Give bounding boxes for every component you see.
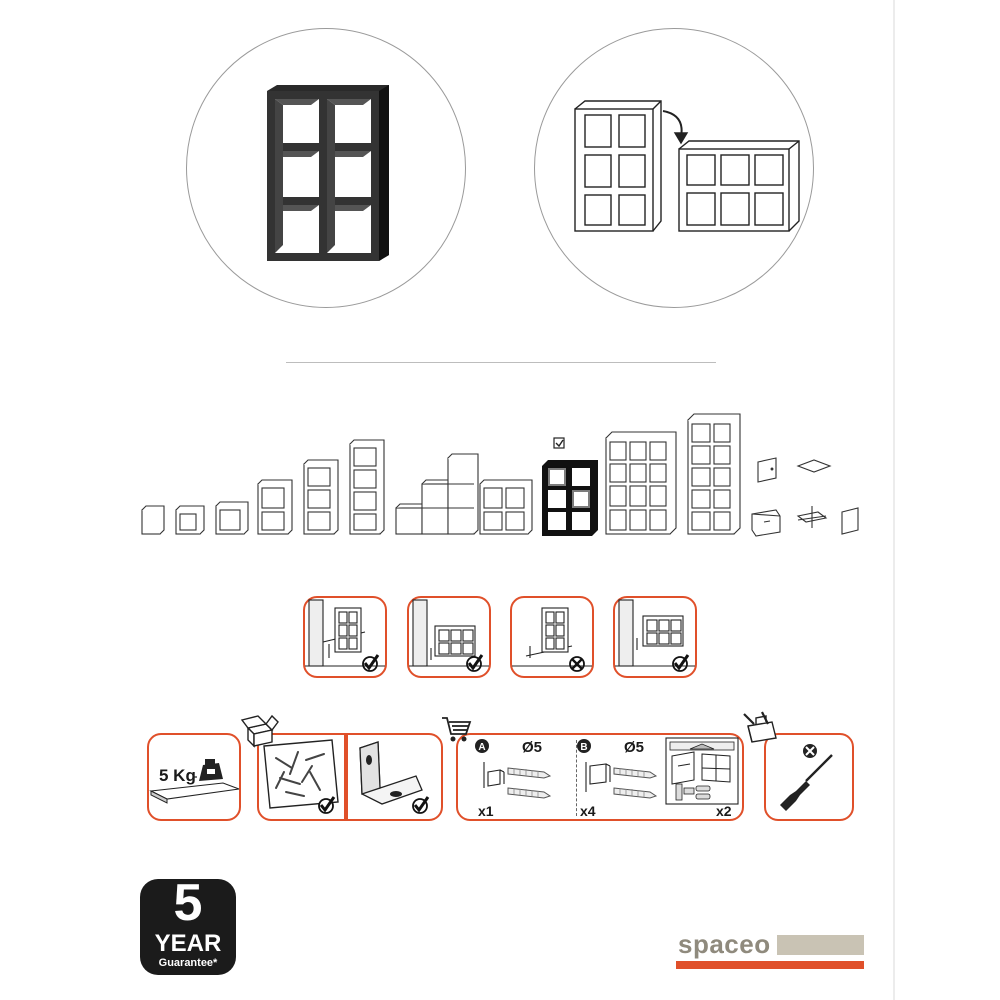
rotate-shelf-icon: [535, 29, 815, 309]
wall-fix-option-2: [407, 596, 491, 678]
guarantee-label: Guarantee*: [158, 957, 218, 969]
fixing-a-illustration: [464, 736, 572, 820]
tools-panel: [764, 733, 854, 821]
brand-accent-bar: [676, 961, 864, 969]
fixing-kit-qty: x2: [716, 803, 732, 819]
guarantee-word: YEAR: [154, 930, 222, 957]
range-3-stack: [304, 460, 338, 534]
black-shelf-illustration: [187, 29, 467, 309]
wall-fix-icon: [305, 598, 385, 676]
max-load-label: 5 Kg: [159, 766, 196, 785]
range-2x2: [480, 480, 532, 534]
range-shelf-panel: [798, 460, 830, 472]
contents-panel-divider: [344, 733, 348, 821]
brand-logo: [676, 929, 864, 973]
guarantee-badge: [140, 874, 236, 975]
fixing-b-group: [580, 736, 664, 820]
range-door-panel: [758, 458, 776, 482]
angle-bracket-icon: [352, 738, 438, 818]
wall-fix-option-1: [303, 596, 387, 678]
range-back-panel: [842, 508, 858, 534]
wall-fix-icon: [615, 598, 695, 676]
product-photo-circle: [186, 28, 466, 308]
range-divider-insert: [798, 506, 826, 528]
hardware-bag-icon: [262, 738, 342, 818]
range-stair: [396, 454, 478, 534]
fixing-b-badge: B: [580, 742, 588, 753]
guarantee-years: 5: [173, 874, 203, 932]
range-illustrations: [130, 400, 870, 550]
fixing-a-badge: A: [478, 742, 486, 753]
angle-bracket-item: [352, 738, 438, 818]
hardware-bag-item: [262, 738, 342, 818]
screwdriver-icon: [780, 755, 832, 811]
fixing-b-qty: x4: [580, 803, 596, 819]
wall-fix-option-4: [613, 596, 697, 678]
wall-fix-icon: [409, 598, 489, 676]
range-cube-3: [216, 502, 248, 534]
wall-fix-option-3: [510, 596, 594, 678]
toolbox-icon: [742, 710, 778, 746]
screwdriver-not-needed: [766, 735, 852, 819]
fixing-b-illustration: [580, 736, 664, 820]
orientation-circle: [534, 28, 814, 308]
page-edge-rule: [893, 0, 895, 1000]
fixing-a-qty: x1: [478, 803, 494, 819]
section-divider: [286, 362, 716, 363]
fixing-a-group: [464, 736, 572, 820]
range-selected-2x3: [542, 438, 598, 536]
fixing-a-diameter: Ø5: [522, 739, 543, 756]
range-2x5: [688, 414, 740, 534]
range-3x4: [606, 432, 676, 534]
fixing-b-diameter: Ø5: [624, 739, 645, 756]
fixing-kit-group: [664, 736, 742, 820]
range-cube-2: [176, 506, 204, 534]
brand-name: spaceo: [676, 929, 777, 959]
wall-fix-icon: [512, 598, 592, 676]
range-drawer: [752, 510, 780, 536]
product-range-row: [130, 400, 870, 550]
range-4-stack: [350, 440, 384, 534]
fixing-kit-illustration: [664, 736, 742, 820]
range-2-stack: [258, 480, 292, 534]
range-cube-1: [142, 506, 164, 534]
fixings-separator: [576, 740, 578, 816]
max-load-icon: [149, 735, 239, 819]
max-load-panel: [147, 733, 241, 821]
